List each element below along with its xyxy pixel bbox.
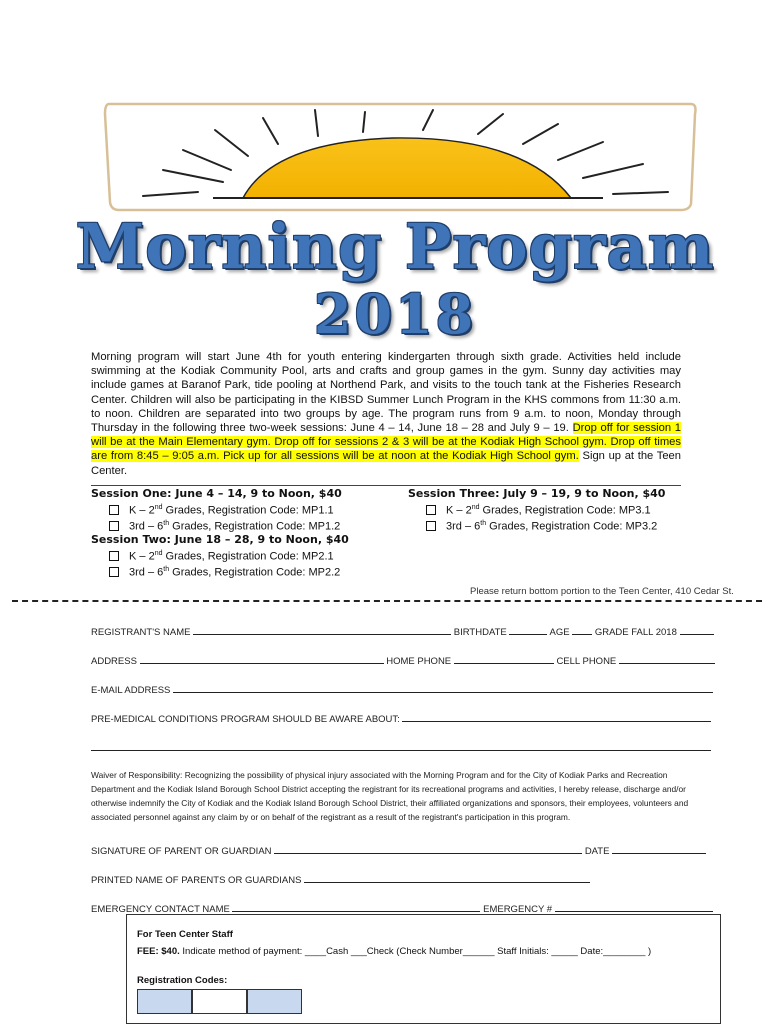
option-label: 3rd – 6th Grades, Registration Code: MP3.2 (446, 519, 658, 533)
registrant-name-label: REGISTRANT'S NAME (91, 627, 191, 638)
checkbox[interactable] (109, 567, 119, 577)
row-address (91, 653, 721, 667)
address-field[interactable] (140, 653, 384, 664)
program-description (91, 350, 681, 478)
registration-code-cell[interactable] (192, 989, 247, 1014)
session-option[interactable] (109, 566, 349, 579)
grade-label: GRADE FALL 2018 (594, 627, 677, 638)
return-instructions: Please return bottom portion to the Teen Center, 410 Cedar St. (470, 586, 734, 597)
checkbox[interactable] (426, 521, 436, 531)
address-label: ADDRESS (91, 656, 137, 667)
premedical-field[interactable] (402, 711, 711, 722)
registrant-name-field[interactable] (193, 624, 451, 635)
option-label: 3rd – 6th Grades, Registration Code: MP2.2 (129, 565, 341, 579)
cell-phone-label: CELL PHONE (556, 656, 617, 667)
session-two (91, 533, 349, 578)
email-field[interactable] (173, 682, 713, 693)
session-two-heading: Session Two: June 18 – 28, 9 to Noon, $40 (91, 533, 349, 546)
printed-name-field[interactable] (304, 872, 590, 883)
emergency-name-field[interactable] (232, 901, 480, 912)
birthdate-label: BIRTHDATE (453, 627, 507, 638)
option-label: 3rd – 6th Grades, Registration Code: MP1.2 (129, 519, 341, 533)
program-title: Morning Program (75, 210, 715, 283)
emergency-name-label: EMERGENCY CONTACT NAME (91, 904, 230, 915)
emergency-number-label: EMERGENCY # (483, 904, 553, 915)
home-phone-field[interactable] (454, 653, 554, 664)
row-premedical (91, 711, 721, 725)
registration-codes-label: Registration Codes: (137, 975, 228, 986)
option-label: K – 2nd Grades, Registration Code: MP1.1 (129, 504, 334, 517)
payment-method-text: Indicate method of payment: ____Cash ___Check (Check Number______ Staff Initials: _____ Date:________ ) (179, 946, 652, 957)
signup-note: Sign up at the Teen Center. (91, 450, 681, 477)
checkbox[interactable] (426, 505, 436, 515)
registration-code-cell[interactable] (137, 989, 192, 1014)
program-year: 2018 (313, 282, 477, 346)
age-field[interactable] (572, 624, 592, 635)
highlighted-dropoff-info: Drop off for session 1 will be at the Main Elementary gym. Drop off for sessions 2 & 3 will be at the Kodiak High School gym. Drop off times are from 8:45 – 9:05 a.m. Pick up for all sessions will be at noon at the Kodiak High School gym. (91, 422, 681, 463)
session-one (91, 487, 342, 532)
staff-heading: For Teen Center Staff (137, 929, 233, 940)
session-option[interactable] (109, 520, 342, 533)
row-name (91, 624, 721, 638)
session-three (408, 487, 665, 532)
date-field[interactable] (612, 843, 706, 854)
printed-name-label: PRINTED NAME OF PARENTS OR GUARDIANS (91, 875, 302, 886)
row-signature (91, 843, 721, 857)
row-printed-name (91, 872, 721, 886)
email-label: E-MAIL ADDRESS (91, 685, 171, 696)
signature-label: SIGNATURE OF PARENT OR GUARDIAN (91, 846, 272, 857)
description-text: Morning program will start June 4th for youth entering kindergarten through sixth grade. Activities held include swimming at the Kodiak Community Pool, arts and crafts and group games in the gym. Sunny day activities may include games at Baranof Park, tide pooling at Northend Park, and visits to the touch tank at the Fisheries Research Center. Children will also be participating in the KIBSD Summer Lunch Program in the KHS commons from 11:30 a.m. to noon. Children are separated into two groups by age. The program runs from 9 a.m. to noon, Monday through Thursday in the following three two-week sessions: June 4 – 14, June 18 – 28 and July 9 – 19. (91, 351, 681, 435)
divider (91, 485, 681, 486)
emergency-number-field[interactable] (555, 901, 713, 912)
premedical-field-line-2[interactable] (91, 750, 711, 751)
fee-line (137, 946, 651, 957)
option-label: K – 2nd Grades, Registration Code: MP3.1 (446, 504, 651, 517)
cell-phone-field[interactable] (619, 653, 715, 664)
session-three-heading: Session Three: July 9 – 19, 9 to Noon, $40 (408, 487, 666, 500)
home-phone-label: HOME PHONE (386, 656, 452, 667)
session-one-heading: Session One: June 4 – 14, 9 to Noon, $40 (91, 487, 342, 500)
sun-banner-image (103, 100, 697, 212)
date-label: DATE (584, 846, 610, 857)
age-label: AGE (549, 627, 570, 638)
birthdate-field[interactable] (509, 624, 547, 635)
waiver-text: Waiver of Responsibility: Recognizing the possibility of physical injury associated with the Morning Program and for the City of Kodiak Parks and Recreation Department and the Kodiak Island Borough School District accepting the registrant for its recreational programs and activities, I hereby release, discharge and/or otherwise indemnify the City of Kodiak and the Kodiak Island Borough School District, their affiliated organizations and sponsors, their employees, volunteers and associated personnel against any claim by or on behalf of the registrant as a result of the registrant's participation in this program. (91, 770, 689, 822)
registration-code-cell[interactable] (247, 989, 302, 1014)
staff-use-box (126, 914, 721, 1024)
signature-field[interactable] (274, 843, 582, 854)
grade-field[interactable] (680, 624, 714, 635)
row-email (91, 682, 721, 696)
session-option[interactable] (109, 504, 342, 517)
fee-label: FEE: $40. (137, 946, 180, 957)
premedical-label: PRE-MEDICAL CONDITIONS PROGRAM SHOULD BE AWARE ABOUT: (91, 714, 400, 725)
cut-line (12, 600, 762, 602)
row-emergency (91, 901, 721, 915)
checkbox[interactable] (109, 505, 119, 515)
option-label: K – 2nd Grades, Registration Code: MP2.1 (129, 550, 334, 563)
checkbox[interactable] (109, 551, 119, 561)
session-option[interactable] (426, 520, 665, 533)
session-option[interactable] (109, 550, 349, 563)
session-option[interactable] (426, 504, 665, 517)
checkbox[interactable] (109, 521, 119, 531)
